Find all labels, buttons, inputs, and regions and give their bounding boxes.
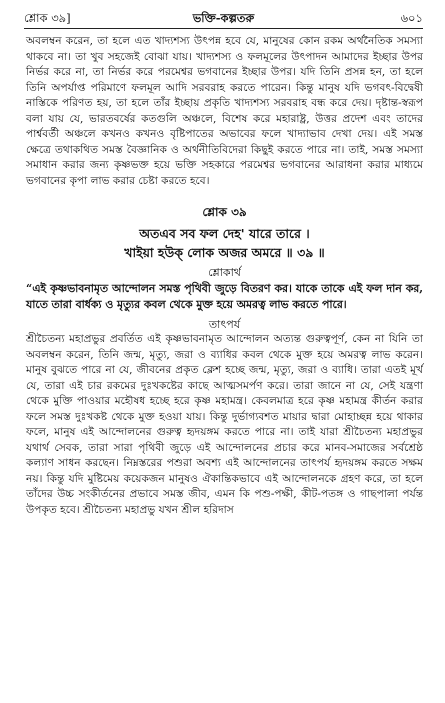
running-header xyxy=(24,10,423,28)
translation-heading: শ্লোকার্থ xyxy=(208,266,241,279)
verse-heading: শ্লোক ৩৯ xyxy=(202,205,247,219)
book-title: ভক্তি-কল্পতরু xyxy=(192,11,255,25)
verse-reference: শ্লোক ৩৯] xyxy=(24,11,71,25)
intro-paragraph: অবলম্বন করেন, তা হলে এত খাদ্যশস্য উৎপন্ন হবে যে, মানুষের কোন রকম অর্থনৈতিক সমস্যা থাকবে না। তা খুব সহজেই বোঝা যায়। খাদ্যশস্য ও ফলমূলের উৎপাদন আমাদের ইচ্ছার উপর নির্ভর করে না, তা নির্ভর করে পরমেশ্বর ভগবানের ইচ্ছার উপর। যদি তিনি প্রসন্ন হন, তা হলে তিনি অপর্যাপ্ত পরিমাণে ফলমূল আদি সরবরাহ করতে পারেন। কিন্তু মানুষ যদি ভগবৎ-বিদ্বেষী নাস্তিকে পরিণত হয়, তা হলে তাঁর ইচ্ছায় প্রকৃতি খাদ্যশস্য সরবরাহ বন্ধ করে দেয়। দৃষ্টান্ত-স্বরূপ বলা যায় যে, ভারতবর্ষের কতগুলি অঞ্চলে, বিশেষ করে মহারাষ্ট্র, উত্তর প্রদেশ এবং তাদের পার্শ্ববর্তী অঞ্চলে কখনও কখনও বৃষ্টিপাতের অভাবের ফলে খাদ্যাভাব দেখা দেয়। এই সমস্ত ক্ষেত্রে তথাকথিত সমস্ত বৈজ্ঞানিক ও অর্থনীতিবিদেরা কিছুই করতে পারে না। তাই, সমস্ত সমস্যা সমাধান করার জন্য কৃষ্ণভক্ত হয়ে ভক্তি সহকারে পরমেশ্বর ভগবানের আরাধনা করার মাধ্যমে ভগবানের কৃপা লাভ করার চেষ্টা করতে হবে। xyxy=(26,35,423,187)
verse-line-2: খাইয়া হউক্ লোক অজর অমরে ॥ ৩৯ ॥ xyxy=(124,245,325,260)
page-content xyxy=(26,34,423,518)
header-rule xyxy=(24,28,423,29)
translation-text: “এই কৃষ্ণভাবনামৃত আন্দোলন সমস্ত পৃথিবী জুড়ে বিতরণ কর। যাকে তাকে এই ফল দান কর, যাতে তারা বার্ধক্য ও মৃত্যুর কবল থেকে মুক্ত হয়ে অমরত্ব লাভ করতে পারে। xyxy=(26,282,423,311)
purport-paragraph: শ্রীচৈতন্য মহাপ্রভুর প্রবর্তিত এই কৃষ্ণভাবনামৃত আন্দোলন অত্যন্ত গুরুত্বপূর্ণ, কেন না যিনি তা অবলম্বন করেন, তিনি জন্ম, মৃত্যু, জরা ও ব্যাধির কবল থেকে মুক্ত হয়ে অমরত্ব লাভ করেন। মানুষ বুঝতে পারে না যে, জীবনের প্রকৃত ক্লেশ হচ্ছে জন্ম, মৃত্যু, জরা ও ব্যাধি। তারা এতই মূর্খ যে, তারা এই চার রকমের দুঃখকষ্টের কাছে আত্মসমর্পণ করে। তারা জানে না যে, সেই যন্ত্রণা থেকে মুক্তি পাওয়ার মহৌষধ হচ্ছে হরে কৃষ্ণ মহামন্ত্র। কেবলমাত্র হরে কৃষ্ণ মহামন্ত্র কীর্তন করার ফলে সমস্ত দুঃখকষ্ট থেকে মুক্ত হওয়া যায়। কিন্তু দুর্ভাগ্যবশত মায়ার দ্বারা মোহাচ্ছন্ন হয়ে থাকার ফলে, মানুষ এই আন্দোলনের গুরুত্ব হৃদয়ঙ্গম করতে পারে না। তাই যারা শ্রীচৈতন্য মহাপ্রভুর যথার্থ সেবক, তারা সারা পৃথিবী জুড়ে এই আন্দোলনের প্রচার করে মানব-সমাজের সর্বশ্রেষ্ঠ কল্যাণ সাধন করছেন। নিম্নস্তরের পশুরা অবশ্য এই আন্দোলনের তাৎপর্য হৃদয়ঙ্গম করতে সক্ষম নয়। কিন্তু যদি মুষ্টিমেয় কয়েকজন মানুষও ঐকান্তিকভাবে এই আন্দোলনকে গ্রহণ করে, তা হলে তাঁদের উচ্চ সংকীর্তনের প্রভাবে সমস্ত জীব, এমন কি পশু-পক্ষী, কীট-পতঙ্গ ও গাছপালা পর্যন্ত উপকৃত হবে। শ্রীচৈতন্য মহাপ্রভু যখন শ্রীল হরিদাস xyxy=(26,333,423,516)
page-number: ৬০১ xyxy=(400,11,423,25)
verse-line-1: অতএব সব ফল দেহ' যারে তারে । xyxy=(139,226,310,241)
purport-heading: তাৎপর্য xyxy=(208,318,241,331)
